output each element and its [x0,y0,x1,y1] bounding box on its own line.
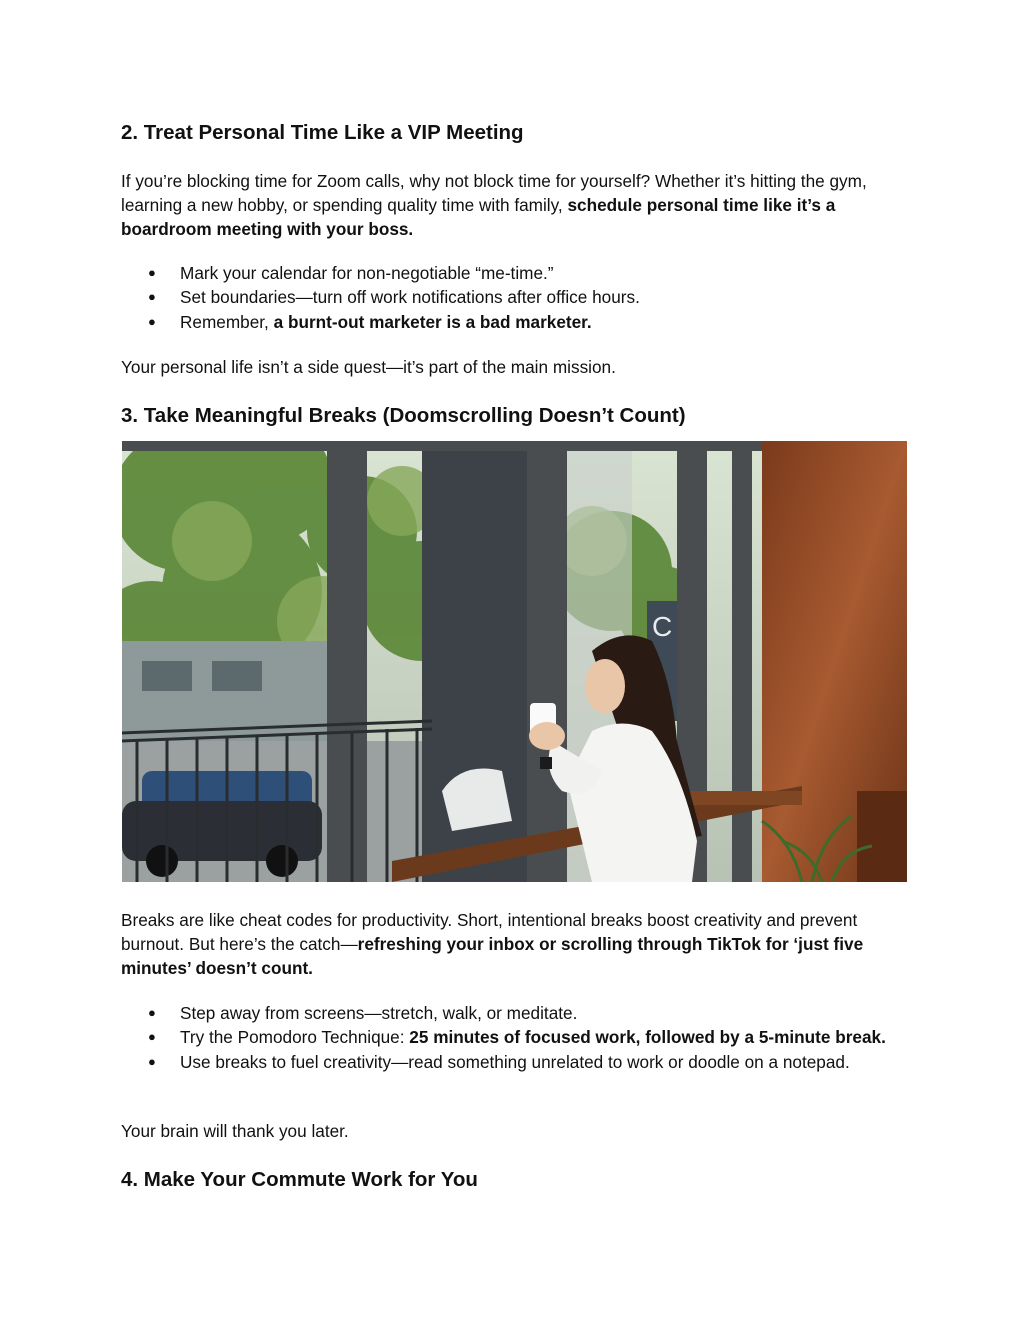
list-item: ● Mark your calendar for non-negotiable “me-time.” [121,261,907,285]
bullet-icon: ● [148,1005,156,1020]
emphasis-text: schedule personal time like it’s a boardroom meeting with your boss. [121,195,836,240]
bullet-icon: ● [148,1053,156,1069]
list-item: ● Step away from screens—stretch, walk, or meditate. [121,1001,907,1025]
sign-letters: C [652,611,673,642]
section-closing-paragraph: Your personal life isn’t a side quest—it’s part of the main mission. [121,357,616,377]
emphasis-text: 25 minutes of focused work, followed by a 5-minute break. [409,1027,886,1048]
emphasis-text: refreshing your inbox or scrolling through TikTok for ‘just five minutes’ doesn’t count. [121,934,864,979]
section-heading: 3. Take Meaningful Breaks (Doomscrolling Doesn’t Count) [121,404,686,427]
list-item: ● Use breaks to fuel creativity—read something unrelated to work or doodle on a notepad. [121,1050,907,1074]
bullet-icon: ● [148,1029,156,1045]
bullet-icon: ● [148,265,156,280]
section-closing-paragraph: Your brain will thank you later. [121,1121,349,1141]
section-heading: 2. Treat Personal Time Like a VIP Meeting [121,121,524,144]
section-intro-paragraph: If you’re blocking time for Zoom calls, why not block time for yourself? Whether it’s hitting the gym, learning a new hobby, or spending quality time with family, schedule personal time like it’s a boardroom meeting with your boss. [121,171,867,240]
bullet-icon: ● [148,313,156,329]
bullet-list [121,261,907,334]
section-intro-paragraph: Breaks are like cheat codes for productivity. Short, intentional breaks boost creativity and prevent burnout. But here’s the catch—refreshing your inbox or scrolling through TikTok for ‘just five minutes’ doesn’t count. [121,910,864,979]
bullet-list [121,1001,907,1074]
list-item: ● Set boundaries—turn off work notifications after office hours. [121,285,907,309]
list-item: ● Try the Pomodoro Technique: 25 minutes of focused work, followed by a 5-minute break. [121,1025,907,1049]
woman-at-cafe-window-photo [122,441,907,882]
section-heading: 4. Make Your Commute Work for You [121,1168,478,1191]
list-item: ● Remember, a burnt-out marketer is a bad marketer. [121,310,907,334]
emphasis-text: a burnt-out marketer is a bad marketer. [273,311,592,332]
bullet-icon: ● [148,289,156,305]
